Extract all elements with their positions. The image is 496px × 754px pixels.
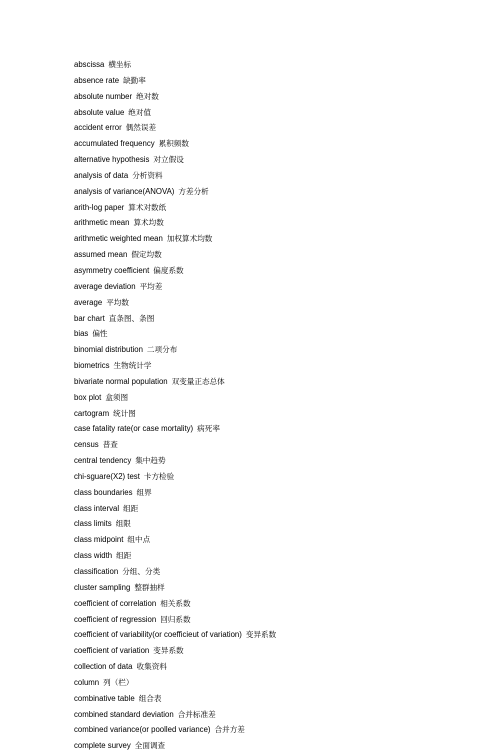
- entry-translation: 卡方检验: [143, 471, 175, 481]
- entry-term: coefficient of variability(or coefficieut of variation): [74, 630, 242, 640]
- glossary-entry: [74, 73, 484, 89]
- entry-term: arithmetic weighted mean: [74, 234, 163, 244]
- entry-translation: 二项分布: [146, 345, 178, 355]
- entry-translation: 合并标准差: [177, 709, 216, 719]
- entry-translation: 合并方差: [214, 725, 245, 735]
- entry-term: chi-sguare(X2) test: [74, 471, 140, 481]
- glossary-entry: [74, 120, 484, 136]
- entry-term: case fatality rate(or case mortality): [74, 424, 194, 434]
- entry-term: arith-log paper: [74, 202, 125, 212]
- entry-term: coefficient of correlation: [74, 598, 157, 608]
- entry-translation: 组限: [115, 519, 131, 529]
- entry-translation: 整群抽样: [134, 582, 165, 592]
- glossary-entry: [74, 390, 484, 406]
- entry-term: alternative hypothesis: [74, 155, 150, 165]
- entry-term: combinative table: [74, 693, 135, 703]
- entry-translation: 全面调查: [134, 741, 166, 751]
- entry-translation: 假定均数: [131, 250, 162, 260]
- entry-translation: 绝对数: [136, 91, 159, 101]
- glossary-entry: [74, 691, 484, 707]
- entry-term: column: [74, 677, 100, 687]
- entry-translation: 集中趋势: [135, 456, 166, 466]
- entry-translation: 组中点: [127, 535, 151, 545]
- entry-translation: 横坐标: [108, 60, 132, 69]
- entry-translation: 偶然误差: [125, 123, 157, 133]
- entry-translation: 组距: [123, 503, 139, 513]
- glossary-list: [74, 57, 484, 754]
- entry-term: arithmetic mean: [74, 218, 130, 228]
- entry-term: classification: [74, 567, 119, 576]
- entry-translation: 普查: [102, 440, 118, 450]
- entry-translation: 分析资料: [132, 170, 163, 180]
- glossary-entry: [74, 580, 484, 596]
- glossary-entry: [74, 105, 484, 121]
- entry-term: analysis of variance(ANOVA): [74, 186, 175, 196]
- entry-translation: 对立假设: [153, 155, 184, 165]
- entry-term: census: [74, 440, 99, 450]
- entry-term: class interval: [74, 503, 120, 513]
- glossary-entry: [74, 89, 484, 105]
- entry-term: abscissa: [74, 60, 105, 69]
- entry-translation: 累积频数: [158, 139, 189, 149]
- glossary-entry: [74, 374, 484, 390]
- entry-translation: 盒须图: [105, 392, 129, 402]
- glossary-entry: [74, 57, 484, 73]
- glossary-entry: [74, 247, 484, 263]
- entry-term: class limits: [74, 519, 112, 529]
- glossary-entry: [74, 659, 484, 675]
- glossary-entry: [74, 326, 484, 342]
- glossary-entry: [74, 564, 484, 580]
- glossary-entry: [74, 437, 484, 453]
- entry-term: absolute value: [74, 107, 125, 117]
- entry-term: collection of data: [74, 662, 133, 672]
- entry-term: class width: [74, 551, 113, 561]
- glossary-entry: [74, 263, 484, 279]
- glossary-entry: [74, 596, 484, 612]
- glossary-entry: [74, 279, 484, 295]
- glossary-entry: [74, 421, 484, 437]
- entry-term: biometrics: [74, 361, 110, 371]
- entry-translation: 组界: [136, 487, 152, 497]
- entry-translation: 收集资料: [136, 662, 167, 672]
- glossary-entry: [74, 342, 484, 358]
- entry-term: combined variance(or poolled variance): [74, 725, 211, 735]
- glossary-entry: [74, 643, 484, 659]
- entry-term: absolute number: [74, 91, 133, 101]
- glossary-entry: [74, 453, 484, 469]
- entry-translation: 变异系数: [245, 630, 277, 640]
- entry-term: analysis of data: [74, 170, 129, 180]
- entry-term: complete survey: [74, 741, 131, 751]
- entry-term: cluster sampling: [74, 582, 131, 592]
- entry-translation: 组合表: [138, 693, 162, 703]
- entry-term: average deviation: [74, 281, 136, 291]
- glossary-entry: [74, 469, 484, 485]
- entry-term: combined standard deviation: [74, 709, 174, 719]
- entry-term: bivariate normal population: [74, 376, 168, 386]
- glossary-entry: [74, 231, 484, 247]
- entry-translation: 加权算术均数: [166, 234, 213, 244]
- entry-translation: 病死率: [197, 424, 220, 434]
- glossary-entry: [74, 532, 484, 548]
- entry-term: binomial distribution: [74, 345, 143, 355]
- entry-translation: 算术均数: [133, 218, 164, 228]
- glossary-entry: [74, 358, 484, 374]
- glossary-entry: [74, 516, 484, 532]
- entry-translation: 变异系数: [153, 646, 184, 656]
- glossary-entry: [74, 295, 484, 311]
- entry-term: assumed mean: [74, 250, 128, 260]
- entry-term: box plot: [74, 392, 102, 402]
- glossary-entry: [74, 707, 484, 723]
- entry-term: class boundaries: [74, 487, 133, 497]
- entry-term: bias: [74, 329, 89, 339]
- entry-translation: 列（栏）: [103, 677, 134, 687]
- entry-translation: 方差分析: [178, 186, 209, 196]
- entry-term: average: [74, 297, 103, 307]
- glossary-entry: [74, 675, 484, 691]
- entry-translation: 生物统计学: [113, 361, 152, 371]
- entry-translation: 统计图: [113, 408, 136, 418]
- entry-translation: 偏度系数: [153, 265, 184, 275]
- glossary-entry: [74, 627, 484, 643]
- entry-term: accumulated frequency: [74, 139, 155, 149]
- glossary-entry: [74, 501, 484, 517]
- glossary-entry: [74, 152, 484, 168]
- entry-term: coefficient of variation: [74, 646, 150, 656]
- entry-translation: 直条图、条图: [108, 313, 155, 323]
- entry-term: asymmetry coefficient: [74, 265, 150, 275]
- entry-term: class midpoint: [74, 535, 124, 545]
- glossary-entry: [74, 200, 484, 216]
- glossary-entry: [74, 548, 484, 564]
- glossary-entry: [74, 406, 484, 422]
- glossary-entry: [74, 311, 484, 327]
- entry-translation: 相关系数: [160, 598, 191, 608]
- glossary-entry: [74, 184, 484, 200]
- entry-term: central tendency: [74, 456, 132, 466]
- glossary-entry: [74, 215, 484, 231]
- entry-translation: 组距: [116, 551, 132, 561]
- entry-translation: 平均数: [106, 297, 129, 307]
- entry-translation: 分组、分类: [122, 567, 161, 576]
- entry-term: cartogram: [74, 408, 110, 418]
- glossary-entry: [74, 738, 484, 754]
- glossary-entry: [74, 612, 484, 628]
- entry-term: accident error: [74, 123, 122, 133]
- entry-translation: 平均差: [139, 281, 163, 291]
- entry-translation: 回归系数: [160, 614, 191, 624]
- glossary-entry: [74, 136, 484, 152]
- entry-translation: 绝对值: [128, 107, 152, 117]
- entry-translation: 缺勤率: [123, 75, 146, 85]
- entry-translation: 偏性: [92, 329, 108, 339]
- entry-term: absence rate: [74, 75, 120, 85]
- glossary-entry: [74, 168, 484, 184]
- glossary-entry: [74, 485, 484, 501]
- glossary-entry: [74, 722, 484, 738]
- entry-translation: 双变量正态总体: [171, 376, 225, 386]
- entry-translation: 算术对数纸: [128, 202, 167, 212]
- entry-term: bar chart: [74, 313, 105, 323]
- entry-term: coefficient of regression: [74, 614, 157, 624]
